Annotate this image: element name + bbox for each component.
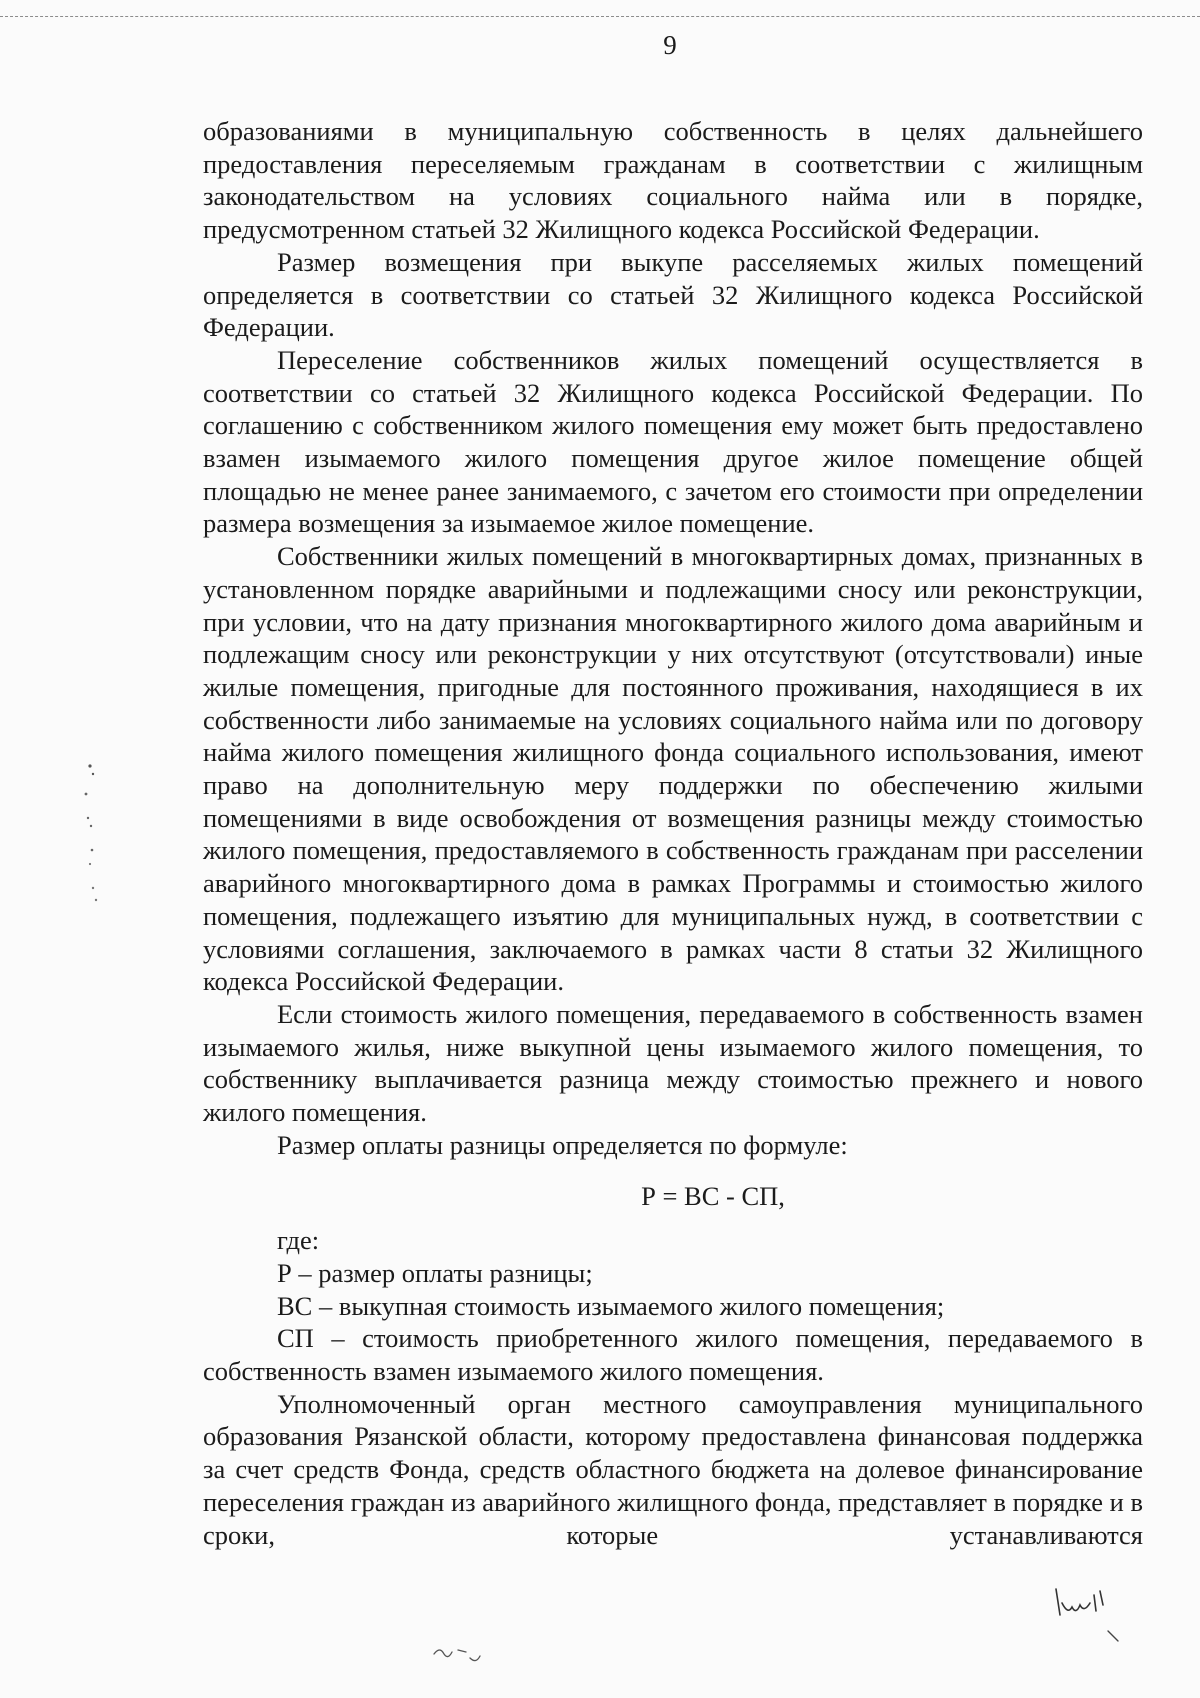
paragraph-cost-difference: Если стоимость жилого помещения, передаваемого в собственность взамен изымаемого жилья, ниже выкупной цены изымаемого жилого помещения, то собственнику выплачивается разница между стоимостью прежнего и нового жилого помещения. [203,998,1143,1128]
where-label: где: [277,1225,320,1256]
bottom-scribble-mark [430,1640,490,1670]
page-number: 9 [663,30,677,60]
top-scan-edge-line [0,16,1200,17]
margin-dots-marks [78,760,108,920]
definition-vs: ВС – выкупная стоимость изымаемого жилого помещения; [277,1290,945,1321]
definition-sp: СП – стоимость приобретенного жилого помещения, передаваемого в собственность взамен изымаемого жилого помещения. [203,1323,1143,1387]
document-body [203,115,1143,1551]
paragraph-formula-intro: Размер оплаты разницы определяется по формуле: [277,1129,848,1160]
paragraph-resettlement-owners: Переселение собственников жилых помещений осуществляется в соответствии со статьей 32 Жилищного кодекса Российской Федерации. По соглашению с собственником жилого помещения ему может быть предоставлено взамен изымаемого жилого помещения другое жилое помещение общей площадью не менее ранее занимаемого, с зачетом его стоимости при определении размера возмещения за изымаемое жилое помещение. [203,344,1143,539]
paragraph-continuation: образованиями в муниципальную собственность в целях дальнейшего предоставления переселяемым гражданам в соответствии с жилищным законодательством на условиях социального найма или в порядке, предусмотренном статьей 32 Жилищного кодекса Российской Федерации. [203,116,1143,245]
paragraph-authorized-body: Уполномоченный орган местного самоуправления муниципального образования Рязанской области, которому предоставлена финансовая поддержка за счет средств Фонда, средств областного бюджета на долевое финансирование переселения граждан из аварийного жилищного фонда, представляет в порядке и в сроки, которые устанавливаются [203,1388,1143,1550]
difference-formula: Р = ВС - СП, [641,1180,785,1211]
definition-p: Р – размер оплаты разницы; [277,1257,593,1288]
paragraph-compensation-size: Размер возмещения при выкупе расселяемых жилых помещений определяется в соответствии со статьей 32 Жилищного кодекса Российской Федерации. [203,246,1143,343]
paragraph-owners-support: Собственники жилых помещений в многоквартирных домах, признанных в установленном порядке аварийными и подлежащими сносу или реконструкции, при условии, что на дату признания многоквартирного жилого дома аварийным и подлежащим сносу или реконструкции у них отсутствуют (отсутствовали) иные жилые помещения, пригодные для постоянного проживания, находящиеся в их собственности либо занимаемые на условиях социального найма или по договору найма жилого помещения жилищного фонда социального использования, имеют право на дополнительную меру поддержки по обеспечению жилыми помещениями в виде освобождения от возмещения разницы между стоимостью жилого помещения, предоставляемого в собственность гражданам при расселении аварийного многоквартирного дома в рамках Программы и стоимостью жилого помещения, подлежащего изъятию для муниципальных нужд, в соответствии с условиями соглашения, заключаемого в рамках части 8 статьи 32 Жилищного кодекса Российской Федерации. [203,541,1143,997]
initials-signature [1048,1585,1128,1645]
